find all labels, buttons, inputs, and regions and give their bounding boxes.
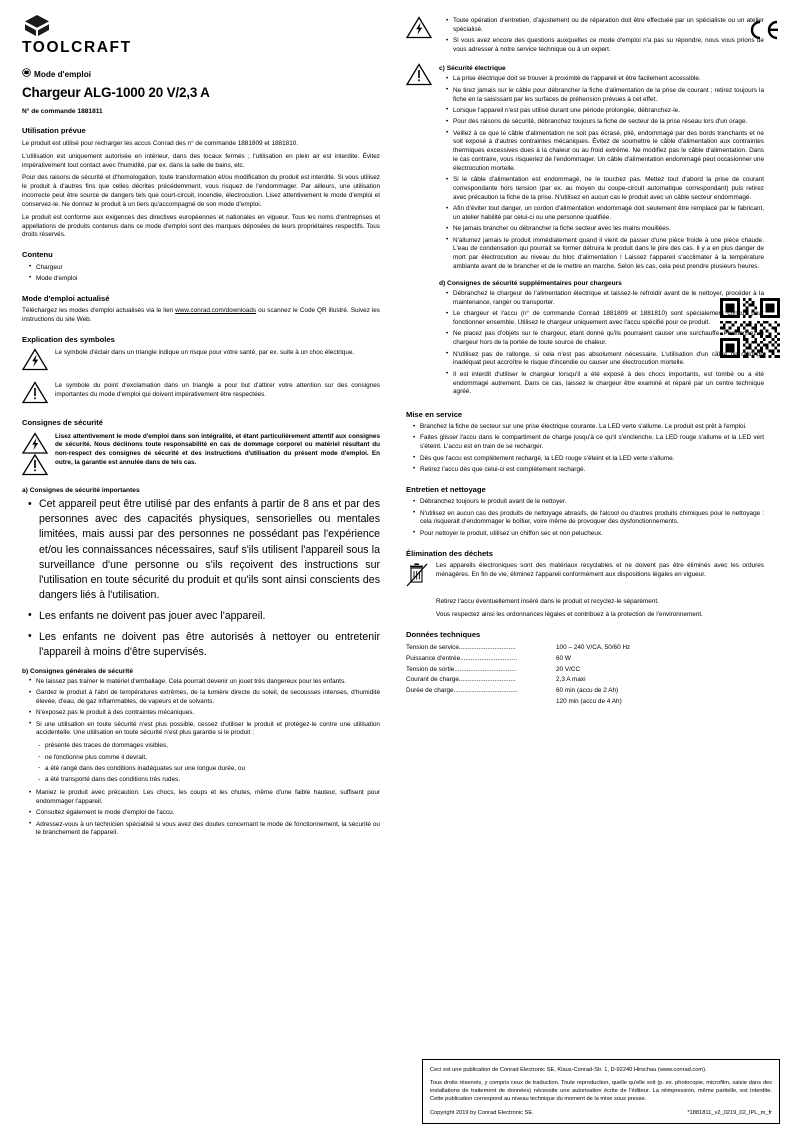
mise-en-service-list <box>406 423 764 475</box>
actualise-text-after: ou scannez le Code QR illustré. Suivez les instructions du site Web. <box>22 307 380 324</box>
book-icon <box>22 68 31 80</box>
table-row <box>406 665 764 676</box>
list-item: • Toute opération d'entretien, d'ajustement ou de réparation doit être effectuée par un spécialiste ou un atelier spécialisé. <box>448 17 764 35</box>
tech-value: 60 W <box>556 654 571 662</box>
contenu-list <box>22 264 380 284</box>
section-heading-symboles: Explication des symboles <box>22 334 115 344</box>
section-heading-elimination: Élimination des déchets <box>406 548 493 558</box>
actualise-paragraph <box>22 307 380 325</box>
list-item: • Ne placez pas d'objets sur le chargeur, étant donné qu'ils pourraient causer une surchauffe. Positionnez le chargeur hors de la portée de toute source de chaleur. <box>448 330 764 348</box>
table-row <box>406 697 764 708</box>
list-item: • Afin d'éviter tout danger, un cordon d'alimentation endommagé doit seulement être remplacé par le fabricant, un atelier habilité par celui-ci ou une personne qualifiée. <box>448 205 764 223</box>
safety-c-list <box>439 75 764 272</box>
list-item: • Adressez-vous à un technicien spécialisé si vous avez des doutes concernant le mode de fonctionnement, la sécurité ou le branchement de l'appareil. <box>31 821 380 839</box>
brand-logo <box>22 14 380 58</box>
tech-value: 100 – 240 V/CA, 50/60 Hz <box>556 643 631 651</box>
tech-value: 120 min (accu de 4 Ah) <box>556 698 622 706</box>
safety-b-list-end <box>22 789 380 838</box>
list-item: • Débranchez toujours le produit avant de le nettoyer. <box>415 498 764 507</box>
list-item: • Pour nettoyer le produit, utilisez un chiffon sec et non pelucheux. <box>415 530 764 539</box>
list-item: • Faites glisser l'accu dans le compartiment de charge jusqu'à ce qu'il s'enclenche. La LED rouge s'allume et la LED vert s'éteint. L'accu est en train de se recharger. <box>415 434 764 452</box>
list-item: • N'allumez jamais le produit immédiatement quand il vient de passer d'une pièce froide à une pièce chaude. L'eau de condensation qui pourrait se former détruira le produit dans le pire des cas. Il y a en plus danger de mort par électrocution au niveau du bloc d'alimentation ! Laissez l'appareil s'acclimater à la température ambiante avant de le brancher et de le mettre en marche. Selon les cas, cela peut prendre plusieurs heures. <box>448 237 764 272</box>
list-item: • Les enfants ne doivent pas jouer avec l'appareil. <box>31 609 380 624</box>
list-item: • Les enfants ne doivent pas être autorisés à nettoyer ou entretenir l'appareil à moins d'être supervisés. <box>31 630 380 660</box>
list-item: - présente des traces de dommages visibles, <box>40 742 380 751</box>
list-item: • Mode d'emploi <box>31 275 380 284</box>
list-item: • Chargeur <box>31 264 380 273</box>
dot-leader: ................................... <box>454 665 517 673</box>
crossed-out-wheelie-bin-icon <box>406 562 428 592</box>
section-heading-actualise: Mode d'emploi actualisé <box>22 293 110 303</box>
left-column <box>22 14 380 842</box>
order-number: N° de commande 1881811 <box>22 108 103 116</box>
lightning-triangle-icon <box>406 16 432 43</box>
section-heading-entretien: Entretien et nettoyage <box>406 484 486 494</box>
list-item: • Pour des raisons de sécurité, débranchez toujours la fiche de secteur de la prise réseau lors d'un orage. <box>448 118 764 127</box>
mode-emploi-heading <box>22 68 380 80</box>
mode-emploi-label: Mode d'emploi <box>34 69 91 79</box>
list-item: • Retirez l'accu dès que celui-ci est complètement rechargé. <box>415 466 764 475</box>
entretien-list <box>406 498 764 538</box>
symbol-exclamation-row <box>22 381 380 408</box>
right-column <box>406 16 764 708</box>
symbol-lightning-row <box>22 348 380 375</box>
actualise-text-before: Téléchargez les modes d'emploi actualisés via le lien <box>22 307 176 315</box>
list-item: • Ne jamais brancher ou débrancher la fiche secteur avec les mains mouillées. <box>448 225 764 234</box>
tech-value: 20 V/CC <box>556 665 581 673</box>
tech-value: 60 min (accu de 2 Ah) <box>556 687 619 695</box>
symbol-exclamation-text: Le symbole du point d'exclamation dans un triangle a pour but d'attirer votre attention sur des consignes importantes du mode d'emploi qui doivent impérativement être respectées. <box>55 382 380 399</box>
list-item: • Branchez la fiche de secteur sur une prise électrique courante. La LED verte s'allume. Le produit est prêt à l'emploi. <box>415 423 764 432</box>
list-item: • Veillez à ce que le câble d'alimentation ne soit pas écrasé, plié, endommagé par des bords tranchants et ne soit exposé à d'autres contraintes mécaniques. Évitez de soumettre le câble d'alimentation aux contraintes thermiques excessives dues à la chaleur ou au froid extrême. Ne modifiez pas le câble d'alimentation. Dans le cas contraire, vous risqueriez de l'endommager. Un câble d'alimentation endommagé peut occasionner une électrocution mortelle. <box>448 130 764 174</box>
elimination-para-3: Vous respectez ainsi les ordonnances légales et contribuez à la protection de l'environnement. <box>436 610 703 618</box>
right-top-list <box>439 17 764 55</box>
subsection-a-heading: a) Consignes de sécurité importantes <box>22 487 140 495</box>
list-item: • La prise électrique doit se trouver à proximité de l'appareil et être facilement accessible. <box>448 75 764 84</box>
elimination-para-1: Les appareils électroniques sont des matériaux recyclables et ne doivent pas être éliminés avec les ordures ménagères. En fin de vie, éliminez l'appareil conformément aux dispositions légales en vigueur. <box>436 562 764 578</box>
list-item: • N'exposez pas le produit à des contraintes mécaniques. <box>31 709 380 718</box>
technical-data-table <box>406 643 764 708</box>
safety-intro-row <box>22 432 380 480</box>
section-c-row <box>406 63 764 399</box>
section-heading-contenu: Contenu <box>22 250 53 260</box>
subsection-b-heading: b) Consignes générales de sécurité <box>22 667 134 675</box>
footer-rights: Tous droits réservés, y compris ceux de traduction. Toute reproduction, quelle qu'elle soit (p. ex. photocopie, microfilm, saisie dans des installations de traitement de données) nécessite une autorisation écrite de l'éditeur. La réimpression, même partielle, est interdite. Cette publication correspond au niveau technique du moment de la mise sous presse. <box>430 1079 772 1103</box>
list-item: • Si une utilisation en toute sécurité n'est plus possible, cessez d'utiliser le produit et protégez-le contre une utilisation accidentelle. Une utilisation en toute sécurité n'est plus garantie si le produit : <box>31 721 380 739</box>
list-item: - a été rangé dans des conditions inadéquates sur une longue durée, ou <box>40 765 380 774</box>
safety-b-list <box>22 678 380 738</box>
dot-leader: ................................ <box>458 676 516 684</box>
table-row <box>406 654 764 665</box>
dot-leader: .................................... <box>453 687 518 695</box>
subsection-d-heading: d) Consignes de sécurité supplémentaires pour chargeurs <box>439 279 622 287</box>
footer-doc-id: *1881811_v2_0219_02_IPL_m_fr <box>687 1109 772 1116</box>
list-item: • Si vous avez encore des questions auxquelles ce mode d'emploi n'a pas su répondre, nous vous prions de vous adresser à notre service technique ou à un expert. <box>448 37 764 55</box>
tech-label: Puissance d'entrée <box>406 654 461 662</box>
footer-publisher: Ceci est une publication de Conrad Electronic SE, Klaus-Conrad-Str. 1, D-92240 Hirschau (www.conrad.com). <box>430 1066 707 1073</box>
right-top-lightning-row <box>406 16 764 57</box>
section-heading-utilisation: Utilisation prévue <box>22 126 86 136</box>
symbol-lightning-text: Le symbole d'éclair dans un triangle indique un risque pour votre santé, par ex. suite à un choc électrique. <box>55 349 355 357</box>
elimination-para-2: Retirez l'accu éventuellement inséré dans le produit et recyclez-le séparément. <box>436 597 659 605</box>
brand-name: TOOLCRAFT <box>22 39 132 56</box>
safety-b-sublist <box>22 742 380 785</box>
safety-d-list <box>439 290 764 397</box>
utilisation-p3: Pour des raisons de sécurité et d'homologation, toute transformation et/ou modification du produit est interdite. Si vous utilisez le produit à d'autres fins que celles décrites précédemment, vous risquez de l'endommager. Par ailleurs, une utilisation incorrecte peut être source de dangers tels que court-circuit, incendie, électrocution. Lisez attentivement le mode d'emploi et conservez-le. Ne donnez le produit à un tiers qu'accompagné de son mode d'emploi. <box>22 174 380 208</box>
list-item: • Lorsque l'appareil n'est pas utilisé durant une période prolongée, débranchez-le. <box>448 107 764 116</box>
page-title: Chargeur ALG-1000 20 V/2,3 A <box>22 84 210 100</box>
lightning-triangle-icon <box>22 348 48 375</box>
footer-copyright: Copyright 2019 by Conrad Electronic SE. <box>430 1109 534 1116</box>
section-heading-mise-en-service: Mise en service <box>406 409 463 419</box>
tech-value: 2,3 A maxi <box>556 676 586 684</box>
exclamation-triangle-icon <box>22 381 48 408</box>
list-item: - ne fonctionne plus comme il devrait, <box>40 754 380 763</box>
tech-label: Courant de charge <box>406 676 459 684</box>
table-row <box>406 643 764 654</box>
document-footer <box>422 1059 780 1124</box>
list-item: • N'utilisez en aucun cas des produits de nettoyage abrasifs, de l'alcool ou d'autres produits chimiques pour le nettoyage : cela risquerait d'endommager le boîtier, voire même de provoquer des dysfonctionnements. <box>415 510 764 528</box>
utilisation-p4: Le produit est conforme aux exigences des directives européennes et nationales en vigueur. Tous les noms d'entreprises et appellations de produits contenus dans ce mode d'emploi sont des marques déposées de leurs propriétaires respectifs. Tous droits réservés. <box>22 213 380 239</box>
toolcraft-mark-icon <box>22 14 52 36</box>
subsection-c-heading: c) Sécurité électrique <box>439 65 506 73</box>
list-item: • N'utilisez pas de rallonge, si cela n'est pas absolument nécessaire. L'utilisation d'un câble de rallonge inadéquat peut accroître le risque d'incendie ou causer une électrocution mortelle. <box>448 351 764 369</box>
dot-leader: ................................ <box>458 643 516 651</box>
list-item: • Maniez le produit avec précaution. Les chocs, les coups et les chutes, même d'une faible hauteur, suffisent pour endommager l'appareil. <box>31 789 380 807</box>
list-item: • Débranchez le chargeur de l'alimentation électrique et laissez-le refroidir avant de le nettoyer, procéder à la maintenance, ranger ou transporter. <box>448 290 764 308</box>
tech-label: Tension de sortie <box>406 665 455 673</box>
list-item: • Si le câble d'alimentation est endommagé, ne le touchez pas. Mettez tout d'abord la prise de courant correspondante hors tension (par ex. au moyen du coupe-circuit automatique correspondant) puis retirez avec précaution la fiche de la prise. N'utilisez en aucun cas le produit avec un câble secteur endommagé. <box>448 176 764 202</box>
utilisation-p2: L'utilisation est uniquement autorisée en intérieur, dans des locaux fermés ; l'utilisation en plein air est interdite. Évitez impérativement tout contact avec l'humidité, par ex. dans la salle de bains, etc. <box>22 152 380 169</box>
list-item: • Le chargeur et l'accu (n° de commande Conrad 1881809 et 1881810) sont spécialement conçus pour fonctionner ensemble. Utilisez le chargeur uniquement avec l'accu spécifié pour ce produit. <box>448 310 764 328</box>
list-item: • Ne laissez pas traîner le matériel d'emballage. Cela pourrait devenir un jouet très dangereux pour les enfants. <box>31 678 380 687</box>
table-row <box>406 686 764 697</box>
list-item: • Cet appareil peut être utilisé par des enfants à partir de 8 ans et par des personnes avec des capacités physiques, sensorielles ou mentales limitées, mais aussi par des personnes ne possédant pas l'expérience et/ou les connaissances nécessaires, sauf s'ils utilisent l'appareil sous la surveillance d'une personne ou s'ils reçoivent des instructions sur l'utilisation en toute sécurité du produit et qu'ils sont ainsi conscients des dangers liés à l'utilisation. <box>31 497 380 602</box>
elimination-block <box>406 562 764 592</box>
list-item: • Consultez également le mode d'emploi de l'accu. <box>31 809 380 818</box>
list-item: • Gardez le produit à l'abri de températures extrêmes, de la lumière directe du soleil, de secousses intenses, d'humidité élevée, d'eau, de gaz inflammables, de vapeurs et de solvants. <box>31 689 380 707</box>
downloads-link[interactable]: www.conrad.com/downloads <box>175 307 257 315</box>
safety-a-list <box>22 497 380 659</box>
section-heading-consignes: Consignes de sécurité <box>22 418 104 428</box>
list-item: • Ne tirez jamais sur le câble pour débrancher la fiche d'alimentation de la prise de courant ; retirez toujours la fiche en la saisissant par les surfaces de préhension prévues à cet effet. <box>448 87 764 105</box>
exclamation-triangle-icon <box>406 63 432 90</box>
list-item: • Il est interdit d'utiliser le chargeur lorsqu'il a été exposé à des chocs importants, est tombé ou a été endommagé autrement. Dans ce cas, laissez le chargeur être examiné et réparé par un centre technique agréé. <box>448 371 764 397</box>
tech-label: Durée de charge <box>406 687 454 695</box>
safety-warning-icons <box>22 432 48 480</box>
list-item: • Dès que l'accu est complètement rechargé, la LED rouge s'éteint et la LED verte s'allume. <box>415 455 764 464</box>
dot-leader: ................................ <box>460 654 517 662</box>
table-row <box>406 675 764 686</box>
utilisation-p1: Le produit est utilisé pour recharger les accus Conrad des n° de commande 1881809 et 1881810. <box>22 139 299 147</box>
safety-intro-text: Lisez attentivement le mode d'emploi dans son intégralité, et étant particulièrement attentif aux consignes de sécurité. Nous déclinons toute responsabilité en cas de dommage corporel ou matériel résultant du non-respect des consignes de sécurité et des instructions d'utilisation du présent mode d'emploi. En outre, la garantie est annulée dans de tels cas. <box>55 432 380 466</box>
section-heading-techniques: Données techniques <box>406 629 481 639</box>
list-item: - a été transporté dans des conditions très rudes. <box>40 776 380 785</box>
tech-label: Tension de service <box>406 643 459 651</box>
